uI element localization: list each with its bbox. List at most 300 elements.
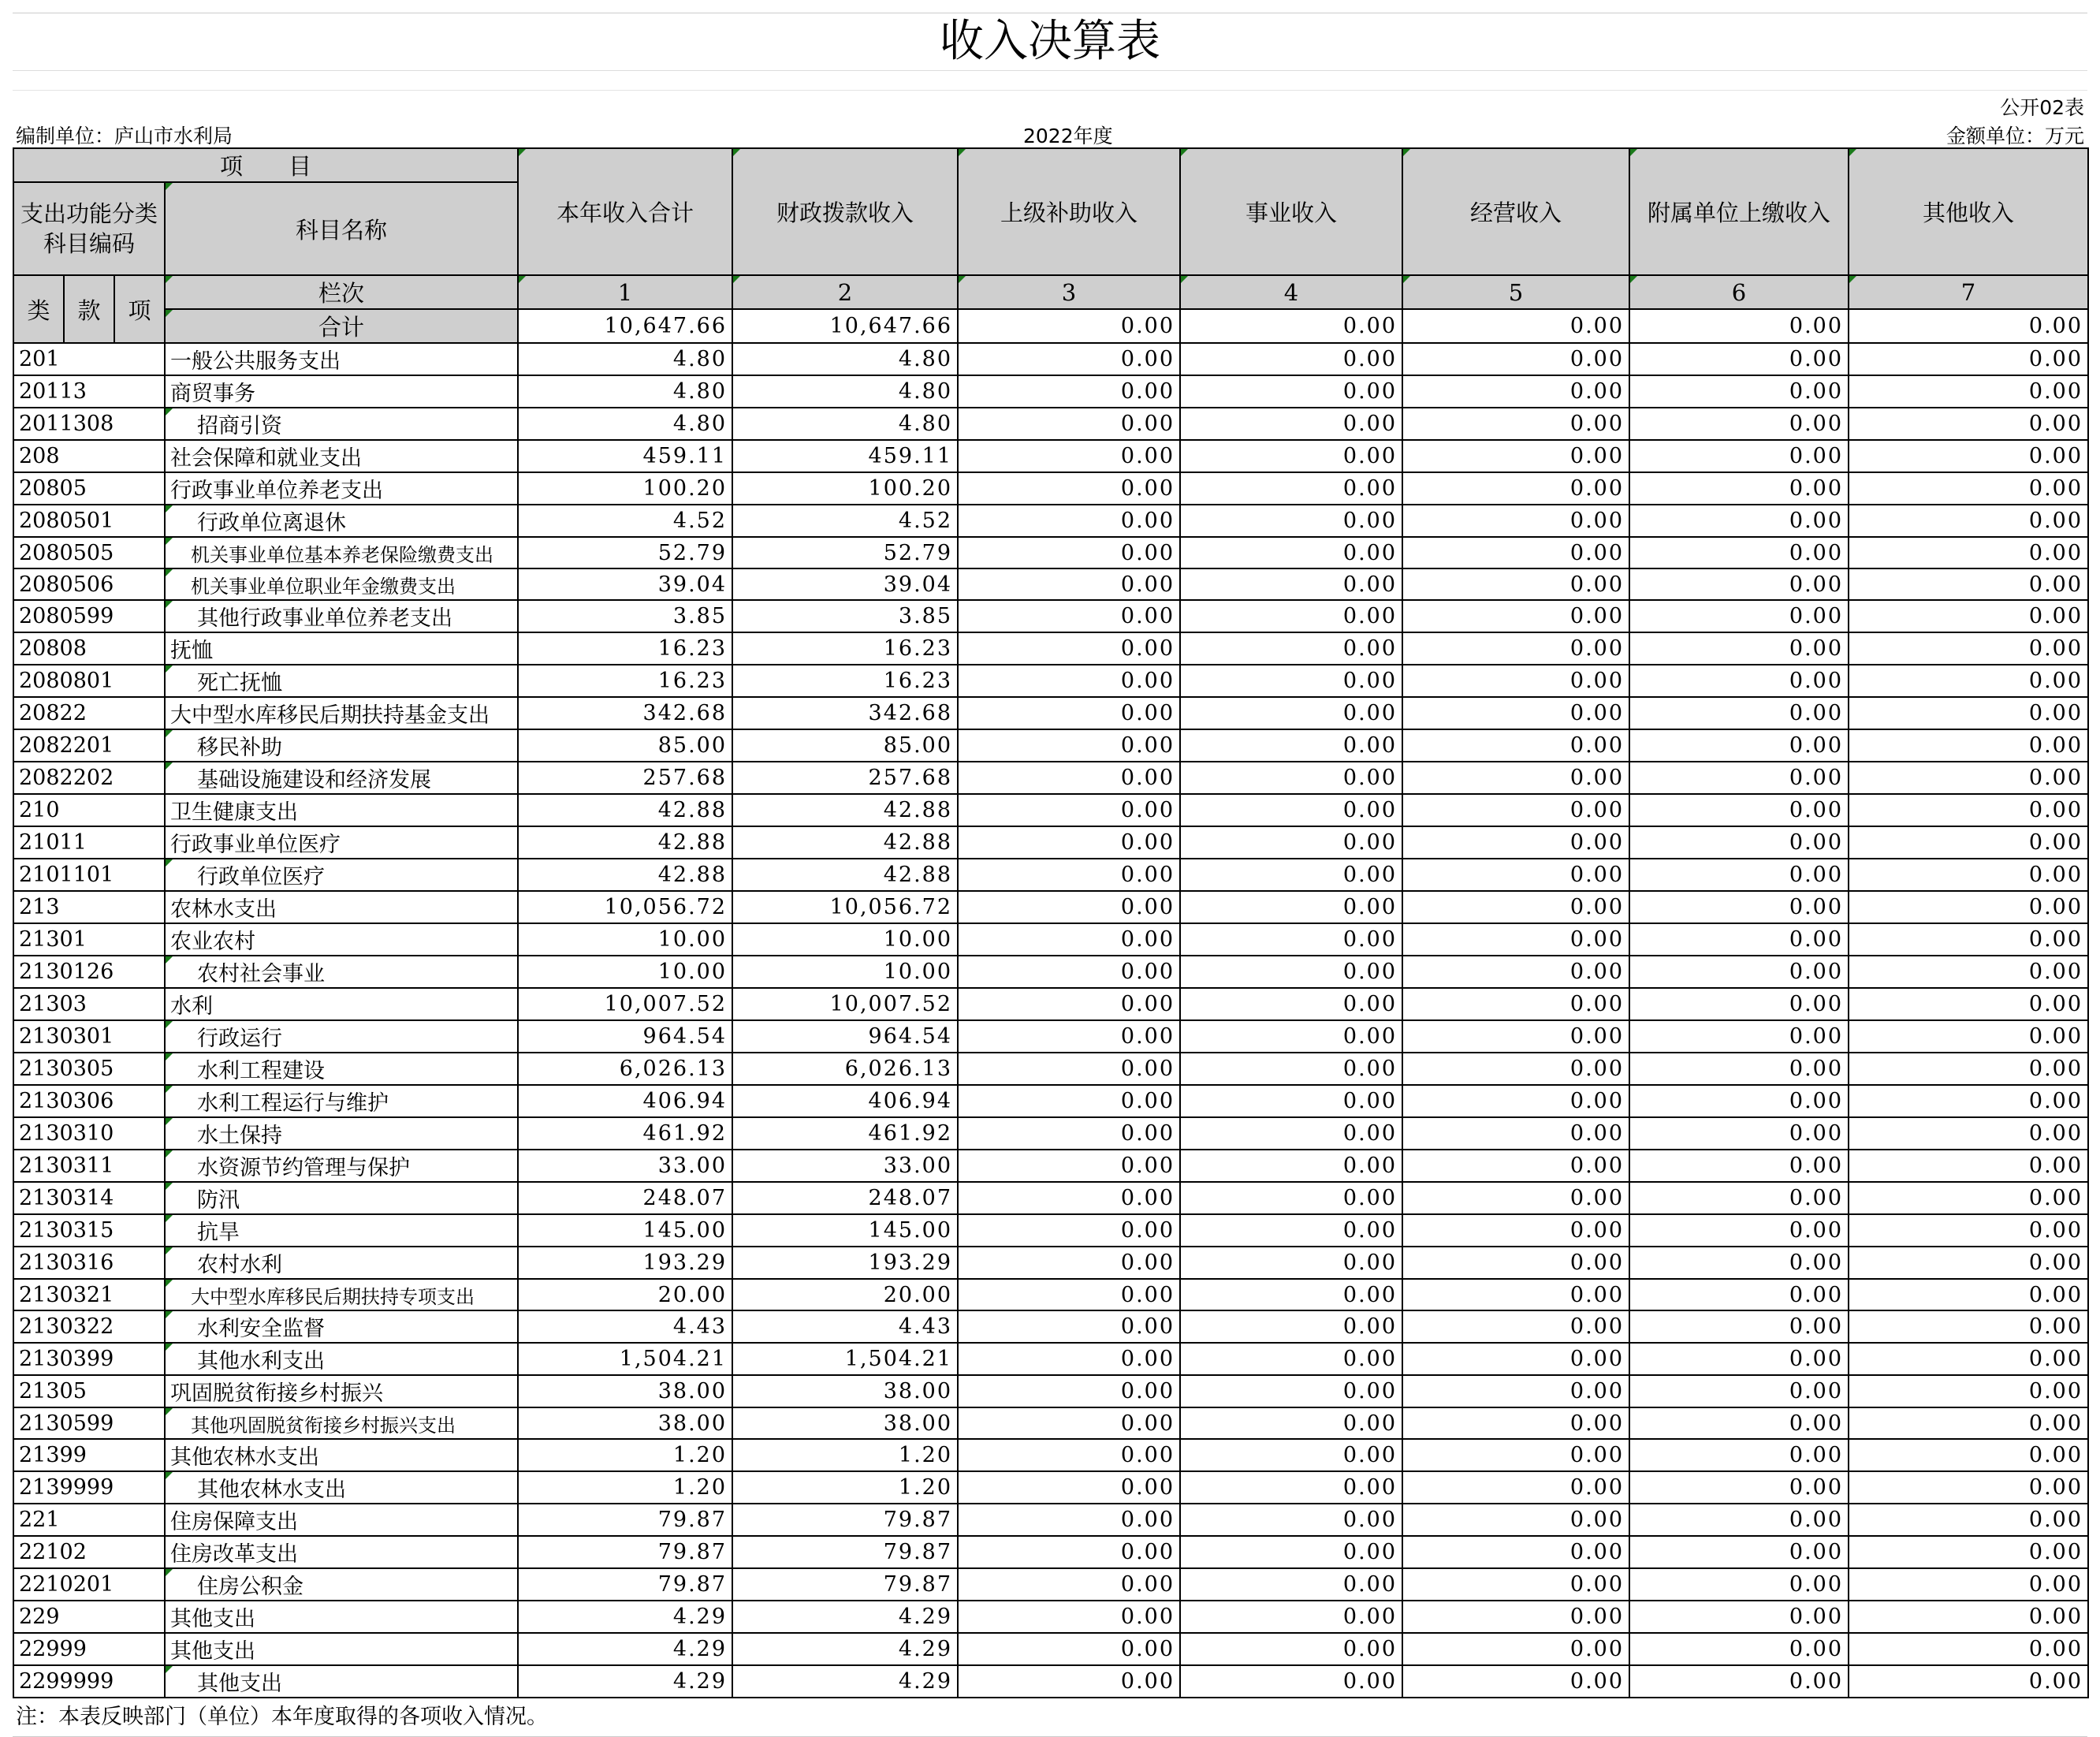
amount-cell: 0.00 [1180, 1310, 1402, 1343]
amount-cell: 0.00 [958, 762, 1180, 794]
amount-cell: 0.00 [1402, 472, 1629, 505]
subject-name: 水土保持 [165, 1117, 518, 1150]
amount-cell: 0.00 [1180, 891, 1402, 923]
total-cell: 0.00 [1180, 309, 1402, 343]
amount-cell: 0.00 [1180, 472, 1402, 505]
amount-cell: 0.00 [1629, 1020, 1849, 1053]
amount-cell: 0.00 [1402, 1375, 1629, 1407]
subject-name: 基础设施建设和经济发展 [165, 762, 518, 794]
subject-code: 2130599 [13, 1407, 165, 1439]
total-cell: 0.00 [1849, 309, 2088, 343]
table-number: 公开02表 [2000, 96, 2084, 119]
amount-cell: 0.00 [1180, 632, 1402, 665]
amount-cell: 0.00 [1180, 568, 1402, 600]
amount-cell: 257.68 [518, 762, 732, 794]
amount-cell: 0.00 [958, 1343, 1180, 1375]
amount-cell: 4.52 [518, 505, 732, 537]
amount-cell: 0.00 [1849, 1375, 2088, 1407]
amount-cell: 42.88 [732, 859, 958, 891]
table-row [13, 729, 2088, 762]
amount-cell: 16.23 [732, 665, 958, 697]
subject-name: 其他支出 [165, 1665, 518, 1698]
amount-cell: 0.00 [958, 1407, 1180, 1439]
amount-cell: 0.00 [1180, 956, 1402, 988]
amount-cell: 0.00 [1180, 1020, 1402, 1053]
subject-code: 21399 [13, 1439, 165, 1471]
amount-cell: 0.00 [1180, 1343, 1402, 1375]
amount-cell: 193.29 [732, 1247, 958, 1279]
subject-code: 2080505 [13, 537, 165, 568]
amount-cell: 0.00 [1180, 343, 1402, 375]
col-num-5: 5 [1402, 275, 1629, 309]
amount-cell: 0.00 [1402, 537, 1629, 568]
amount-cell: 0.00 [1849, 1407, 2088, 1439]
code-header: 支出功能分类科目编码 [13, 182, 165, 275]
subject-code: 2139999 [13, 1471, 165, 1504]
table-row [13, 1085, 2088, 1117]
amount-cell: 0.00 [1402, 729, 1629, 762]
table-row [13, 1407, 2088, 1439]
total-cell: 0.00 [1402, 309, 1629, 343]
amount-cell: 0.00 [1629, 1085, 1849, 1117]
subject-code: 2011308 [13, 408, 165, 440]
amount-cell: 0.00 [1849, 1568, 2088, 1601]
subject-name: 防汛 [165, 1182, 518, 1214]
amount-cell: 1.20 [518, 1439, 732, 1471]
amount-cell: 0.00 [1180, 1665, 1402, 1698]
amount-cell: 0.00 [1629, 1601, 1849, 1633]
subject-name: 农林水支出 [165, 891, 518, 923]
amount-cell: 0.00 [1180, 1150, 1402, 1182]
amount-cell: 459.11 [518, 440, 732, 472]
amount-cell: 0.00 [958, 1085, 1180, 1117]
amount-cell: 10.00 [518, 956, 732, 988]
amount-cell: 0.00 [1849, 1053, 2088, 1085]
amount-cell: 0.00 [1180, 859, 1402, 891]
amount-cell: 4.29 [518, 1601, 732, 1633]
amount-cell: 193.29 [518, 1247, 732, 1279]
table-row [13, 1182, 2088, 1214]
subject-code: 2080506 [13, 568, 165, 600]
amount-cell: 0.00 [1180, 505, 1402, 537]
table-row [13, 1601, 2088, 1633]
amount-cell: 0.00 [1629, 1310, 1849, 1343]
amount-cell: 0.00 [958, 859, 1180, 891]
amount-cell: 0.00 [1849, 1665, 2088, 1698]
amount-cell: 4.29 [732, 1601, 958, 1633]
amount-cell: 0.00 [1402, 1439, 1629, 1471]
amount-cell: 0.00 [1849, 1150, 2088, 1182]
amount-cell: 0.00 [958, 697, 1180, 729]
amount-cell: 0.00 [1180, 1085, 1402, 1117]
amount-cell: 0.00 [1629, 1279, 1849, 1310]
amount-cell: 0.00 [1629, 1536, 1849, 1568]
amount-cell: 0.00 [1629, 1182, 1849, 1214]
amount-unit: 金额单位：万元 [1945, 125, 2084, 147]
amount-cell: 39.04 [518, 568, 732, 600]
amount-cell: 0.00 [1849, 505, 2088, 537]
amount-cell: 42.88 [518, 859, 732, 891]
amount-cell: 0.00 [1629, 1247, 1849, 1279]
amount-cell: 342.68 [518, 697, 732, 729]
amount-cell: 0.00 [1629, 697, 1849, 729]
table-row [13, 440, 2088, 472]
table-row [13, 891, 2088, 923]
amount-cell: 0.00 [1180, 988, 1402, 1020]
table-row [13, 1150, 2088, 1182]
table-row [13, 568, 2088, 600]
subject-code: 2082202 [13, 762, 165, 794]
subject-code: 22999 [13, 1633, 165, 1665]
subject-code: 21303 [13, 988, 165, 1020]
amount-cell: 52.79 [732, 537, 958, 568]
subject-name: 其他农林水支出 [165, 1439, 518, 1471]
amount-cell: 0.00 [1629, 1150, 1849, 1182]
amount-cell: 406.94 [732, 1085, 958, 1117]
amount-cell: 0.00 [1180, 440, 1402, 472]
report-meta-row [13, 119, 2087, 147]
amount-cell: 0.00 [1180, 665, 1402, 697]
col-header-superior: 上级补助收入 [958, 148, 1180, 275]
table-row [13, 794, 2088, 826]
amount-cell: 10.00 [732, 923, 958, 956]
item-header: 项 目 [13, 148, 518, 182]
subject-name: 行政单位医疗 [165, 859, 518, 891]
amount-cell: 0.00 [958, 826, 1180, 859]
amount-cell: 0.00 [958, 505, 1180, 537]
amount-cell: 0.00 [958, 1247, 1180, 1279]
subject-code: 2130314 [13, 1182, 165, 1214]
col-num-6: 6 [1629, 275, 1849, 309]
amount-cell: 0.00 [1849, 1471, 2088, 1504]
amount-cell: 38.00 [732, 1375, 958, 1407]
subject-name: 其他水利支出 [165, 1343, 518, 1375]
amount-cell: 0.00 [1402, 1665, 1629, 1698]
table-row [13, 1020, 2088, 1053]
amount-cell: 4.80 [518, 408, 732, 440]
subject-name: 行政事业单位医疗 [165, 826, 518, 859]
subject-code: 221 [13, 1504, 165, 1536]
subject-name: 巩固脱贫衔接乡村振兴 [165, 1375, 518, 1407]
amount-cell: 0.00 [1402, 1150, 1629, 1182]
table-row [13, 1375, 2088, 1407]
amount-cell: 79.87 [732, 1568, 958, 1601]
table-row [13, 632, 2088, 665]
amount-cell: 248.07 [732, 1182, 958, 1214]
subject-name: 机关事业单位基本养老保险缴费支出 [165, 537, 518, 568]
subject-name: 招商引资 [165, 408, 518, 440]
amount-cell: 0.00 [1402, 665, 1629, 697]
subject-code: 201 [13, 343, 165, 375]
total-cell: 10,647.66 [518, 309, 732, 343]
amount-cell: 16.23 [518, 632, 732, 665]
amount-cell: 0.00 [1180, 1504, 1402, 1536]
total-cell: 0.00 [1629, 309, 1849, 343]
subject-code: 2082201 [13, 729, 165, 762]
amount-cell: 0.00 [1629, 472, 1849, 505]
amount-cell: 0.00 [1402, 1053, 1629, 1085]
subject-name: 其他巩固脱贫衔接乡村振兴支出 [165, 1407, 518, 1439]
amount-cell: 1.20 [732, 1471, 958, 1504]
amount-cell: 0.00 [1849, 1536, 2088, 1568]
amount-cell: 0.00 [1849, 343, 2088, 375]
report-sheet [13, 13, 2087, 1737]
amount-cell: 52.79 [518, 537, 732, 568]
amount-cell: 0.00 [958, 665, 1180, 697]
amount-cell: 0.00 [1629, 1568, 1849, 1601]
amount-cell: 0.00 [1629, 729, 1849, 762]
amount-cell: 0.00 [1629, 1471, 1849, 1504]
amount-cell: 0.00 [1180, 1247, 1402, 1279]
subject-code: 2130301 [13, 1020, 165, 1053]
amount-cell: 42.88 [518, 794, 732, 826]
subject-code: 21301 [13, 923, 165, 956]
amount-cell: 10.00 [732, 956, 958, 988]
kuan-header: 款 [64, 275, 114, 343]
amount-cell: 0.00 [958, 1053, 1180, 1085]
report-year: 2022年度 [1023, 125, 1113, 147]
amount-cell: 0.00 [958, 1601, 1180, 1633]
total-cell: 10,647.66 [732, 309, 958, 343]
amount-cell: 0.00 [1402, 697, 1629, 729]
subject-code: 2130315 [13, 1214, 165, 1247]
amount-cell: 0.00 [1180, 729, 1402, 762]
lanci-header: 栏次 [165, 275, 518, 309]
amount-cell: 0.00 [1849, 375, 2088, 408]
amount-cell: 0.00 [958, 1310, 1180, 1343]
amount-cell: 0.00 [1402, 1568, 1629, 1601]
amount-cell: 79.87 [518, 1568, 732, 1601]
amount-cell: 0.00 [1849, 794, 2088, 826]
subject-name: 水资源节约管理与保护 [165, 1150, 518, 1182]
amount-cell: 0.00 [1402, 505, 1629, 537]
amount-cell: 0.00 [958, 923, 1180, 956]
subject-code: 2130306 [13, 1085, 165, 1117]
table-row [13, 408, 2088, 440]
amount-cell: 0.00 [1402, 568, 1629, 600]
report-title: 收入决算表 [13, 13, 2087, 71]
amount-cell: 0.00 [1180, 697, 1402, 729]
subject-name: 死亡抚恤 [165, 665, 518, 697]
amount-cell: 38.00 [518, 1375, 732, 1407]
amount-cell: 4.52 [732, 505, 958, 537]
amount-cell: 0.00 [1402, 1310, 1629, 1343]
subject-code: 20822 [13, 697, 165, 729]
amount-cell: 0.00 [1402, 1471, 1629, 1504]
amount-cell: 0.00 [1629, 1407, 1849, 1439]
amount-cell: 0.00 [1629, 826, 1849, 859]
subject-name: 大中型水库移民后期扶持基金支出 [165, 697, 518, 729]
amount-cell: 461.92 [518, 1117, 732, 1150]
amount-cell: 0.00 [1629, 762, 1849, 794]
amount-cell: 0.00 [958, 1536, 1180, 1568]
amount-cell: 0.00 [1402, 1407, 1629, 1439]
amount-cell: 459.11 [732, 440, 958, 472]
table-row [13, 697, 2088, 729]
amount-cell: 145.00 [518, 1214, 732, 1247]
amount-cell: 4.80 [518, 375, 732, 408]
amount-cell: 0.00 [1402, 794, 1629, 826]
amount-cell: 0.00 [1849, 568, 2088, 600]
table-row [13, 472, 2088, 505]
subject-name: 机关事业单位职业年金缴费支出 [165, 568, 518, 600]
subject-code: 2130316 [13, 1247, 165, 1279]
subject-name: 其他支出 [165, 1633, 518, 1665]
amount-cell: 42.88 [732, 794, 958, 826]
subject-name: 其他行政事业单位养老支出 [165, 600, 518, 632]
amount-cell: 0.00 [1180, 1117, 1402, 1150]
amount-cell: 0.00 [1629, 440, 1849, 472]
col-num-3: 3 [958, 275, 1180, 309]
subject-name: 其他支出 [165, 1601, 518, 1633]
amount-cell: 0.00 [1849, 1020, 2088, 1053]
amount-cell: 0.00 [958, 1568, 1180, 1601]
amount-cell: 0.00 [1402, 923, 1629, 956]
amount-cell: 0.00 [958, 1665, 1180, 1698]
table-row [13, 1214, 2088, 1247]
amount-cell: 0.00 [1180, 375, 1402, 408]
subject-name: 农村社会事业 [165, 956, 518, 988]
amount-cell: 0.00 [958, 1471, 1180, 1504]
amount-cell: 0.00 [1849, 472, 2088, 505]
amount-cell: 0.00 [1629, 794, 1849, 826]
amount-cell: 0.00 [1180, 762, 1402, 794]
col-header-other: 其他收入 [1849, 148, 2088, 275]
amount-cell: 0.00 [1180, 537, 1402, 568]
amount-cell: 0.00 [1849, 923, 2088, 956]
table-row [13, 956, 2088, 988]
subject-name: 住房保障支出 [165, 1504, 518, 1536]
amount-cell: 0.00 [1849, 600, 2088, 632]
subject-code: 2130310 [13, 1117, 165, 1150]
amount-cell: 100.20 [518, 472, 732, 505]
amount-cell: 10,056.72 [518, 891, 732, 923]
table-row [13, 762, 2088, 794]
col-header-affiliate: 附属单位上缴收入 [1629, 148, 1849, 275]
amount-cell: 79.87 [518, 1504, 732, 1536]
amount-cell: 461.92 [732, 1117, 958, 1150]
amount-cell: 38.00 [518, 1407, 732, 1439]
compiling-unit: 编制单位：庐山市水利局 [16, 125, 233, 147]
amount-cell: 4.80 [732, 343, 958, 375]
amount-cell: 0.00 [1180, 1536, 1402, 1568]
amount-cell: 0.00 [1629, 568, 1849, 600]
subject-name: 大中型水库移民后期扶持专项支出 [165, 1279, 518, 1310]
table-row [13, 1343, 2088, 1375]
amount-cell: 0.00 [1849, 1085, 2088, 1117]
amount-cell: 0.00 [958, 1633, 1180, 1665]
table-row [13, 1439, 2088, 1471]
amount-cell: 0.00 [1180, 1407, 1402, 1439]
amount-cell: 257.68 [732, 762, 958, 794]
amount-cell: 0.00 [958, 375, 1180, 408]
amount-cell: 0.00 [1180, 1182, 1402, 1214]
amount-cell: 100.20 [732, 472, 958, 505]
subject-code: 20805 [13, 472, 165, 505]
amount-cell: 0.00 [1629, 1665, 1849, 1698]
amount-cell: 0.00 [1402, 762, 1629, 794]
table-row [13, 1310, 2088, 1343]
amount-cell: 0.00 [958, 988, 1180, 1020]
amount-cell: 4.43 [518, 1310, 732, 1343]
amount-cell: 0.00 [1849, 1504, 2088, 1536]
table-row [13, 1117, 2088, 1150]
amount-cell: 42.88 [518, 826, 732, 859]
amount-cell: 0.00 [1629, 408, 1849, 440]
amount-cell: 0.00 [1629, 923, 1849, 956]
amount-cell: 0.00 [1402, 891, 1629, 923]
income-table [13, 147, 2089, 1698]
amount-cell: 0.00 [1849, 956, 2088, 988]
amount-cell: 0.00 [1849, 1601, 2088, 1633]
subject-name: 其他农林水支出 [165, 1471, 518, 1504]
amount-cell: 0.00 [1402, 826, 1629, 859]
amount-cell: 38.00 [732, 1407, 958, 1439]
amount-cell: 0.00 [1180, 1053, 1402, 1085]
amount-cell: 85.00 [518, 729, 732, 762]
subject-name: 农村水利 [165, 1247, 518, 1279]
amount-cell: 0.00 [1402, 1633, 1629, 1665]
amount-cell: 0.00 [958, 1279, 1180, 1310]
amount-cell: 10.00 [518, 923, 732, 956]
subject-code: 20808 [13, 632, 165, 665]
table-row [13, 826, 2088, 859]
amount-cell: 0.00 [1629, 600, 1849, 632]
amount-cell: 4.29 [518, 1633, 732, 1665]
amount-cell: 1.20 [518, 1471, 732, 1504]
amount-cell: 0.00 [1849, 859, 2088, 891]
subject-code: 21305 [13, 1375, 165, 1407]
amount-cell: 0.00 [1402, 1117, 1629, 1150]
amount-cell: 1.20 [732, 1439, 958, 1471]
amount-cell: 0.00 [1180, 1375, 1402, 1407]
amount-cell: 0.00 [1849, 1279, 2088, 1310]
subject-code: 229 [13, 1601, 165, 1633]
amount-cell: 0.00 [1180, 794, 1402, 826]
table-row [13, 1504, 2088, 1536]
subject-code: 22102 [13, 1536, 165, 1568]
subject-code: 2080801 [13, 665, 165, 697]
amount-cell: 0.00 [1629, 1633, 1849, 1665]
amount-cell: 0.00 [1629, 891, 1849, 923]
amount-cell: 0.00 [958, 1439, 1180, 1471]
amount-cell: 4.29 [732, 1665, 958, 1698]
subject-code: 21011 [13, 826, 165, 859]
amount-cell: 0.00 [1849, 891, 2088, 923]
name-header: 科目名称 [165, 182, 518, 275]
amount-cell: 0.00 [1402, 1247, 1629, 1279]
amount-cell: 0.00 [1849, 988, 2088, 1020]
amount-cell: 0.00 [1849, 665, 2088, 697]
amount-cell: 0.00 [1402, 375, 1629, 408]
amount-cell: 0.00 [1849, 1214, 2088, 1247]
amount-cell: 0.00 [1180, 1601, 1402, 1633]
amount-cell: 0.00 [1402, 1279, 1629, 1310]
subject-code: 2080599 [13, 600, 165, 632]
amount-cell: 0.00 [958, 956, 1180, 988]
amount-cell: 0.00 [1849, 1633, 2088, 1665]
amount-cell: 42.88 [732, 826, 958, 859]
table-row [13, 988, 2088, 1020]
subject-name: 水利工程建设 [165, 1053, 518, 1085]
amount-cell: 0.00 [958, 537, 1180, 568]
amount-cell: 0.00 [1849, 1439, 2088, 1471]
amount-cell: 964.54 [518, 1020, 732, 1053]
amount-cell: 0.00 [958, 891, 1180, 923]
amount-cell: 0.00 [1629, 1053, 1849, 1085]
subject-code: 2130399 [13, 1343, 165, 1375]
amount-cell: 145.00 [732, 1214, 958, 1247]
